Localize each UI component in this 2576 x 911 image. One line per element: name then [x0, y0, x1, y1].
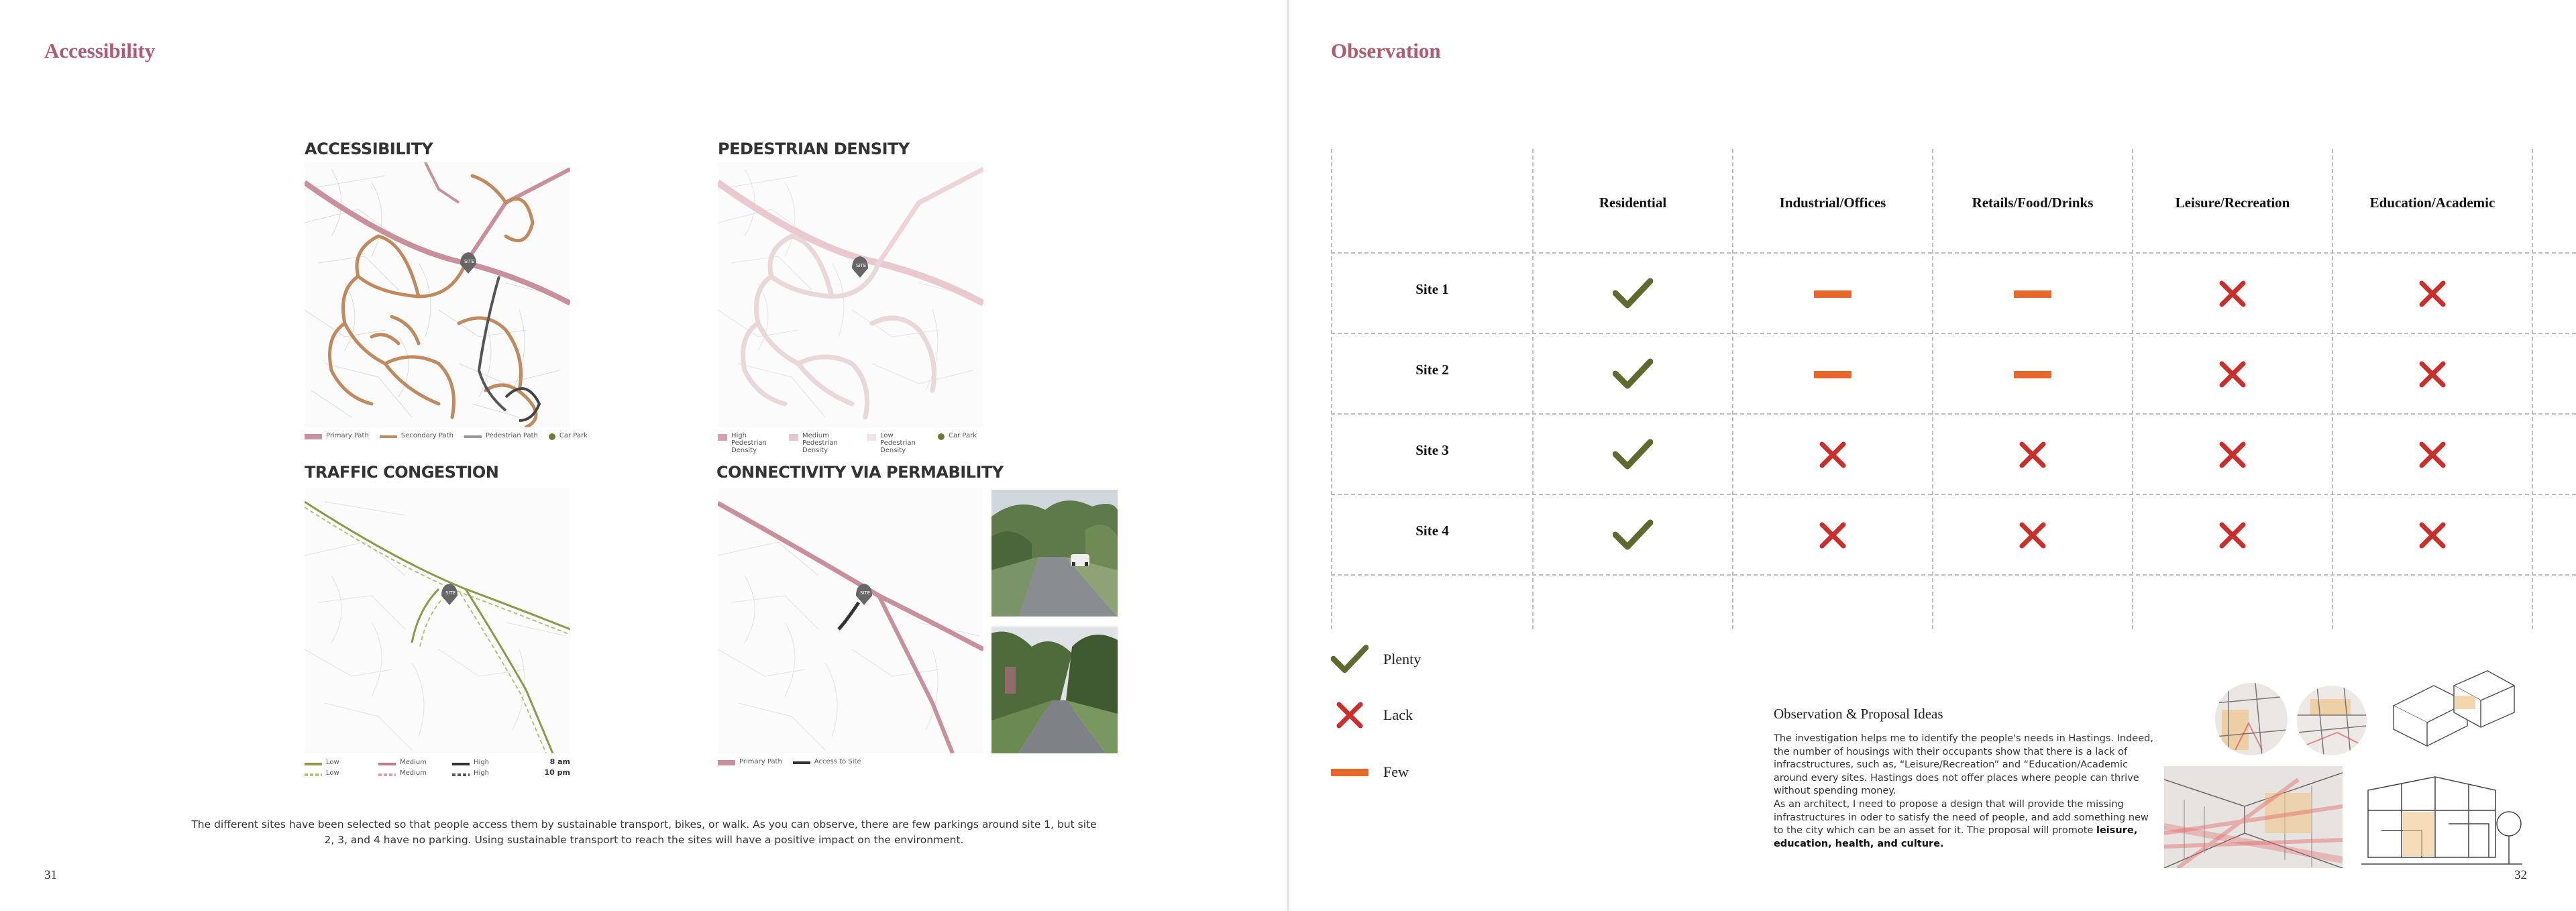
sketch-circle-1 [2215, 683, 2288, 755]
accessibility-caption: The different sites have been selected so that people access them by sustainable transport, bikes, or walk. As you can observe, there are few parkings around site 1, but site 2, 3, and 4 have no parking. Using sustainable transport to reach the sites will have a positive impact on the environment. [191, 818, 1097, 846]
observation-paragraph-2: As an architect, I need to propose a design that will provide the missing infrastructures in oder to satisfy the need of people, and add something new to the city which can be an asset for it. The proposal will promote leisure, education, health, and culture. [1774, 798, 2149, 849]
table-cell-cross [2333, 495, 2532, 576]
table-cell-cross [2333, 334, 2532, 415]
traffic-congestion-legend [305, 757, 570, 778]
street-photo-2 [991, 627, 1118, 753]
dash-icon [1814, 290, 1851, 298]
cross-icon [2018, 440, 2047, 470]
sketch-circle-2 [2297, 686, 2367, 755]
table-cell-check [1534, 254, 1732, 334]
key-plenty [1331, 643, 1421, 676]
column-header-education: Education/Academic [2369, 195, 2496, 211]
dash-icon [2014, 371, 2051, 378]
legend-times: 8 am 10 pm [544, 757, 570, 777]
cross-icon [2418, 279, 2447, 309]
cross-icon [1818, 521, 1847, 550]
legend-low-density: Low Pedestrian Density [867, 432, 927, 454]
legend-medium-density: Medium Pedestrian Density [789, 432, 856, 454]
table-cell-cross [2133, 415, 2332, 495]
cross-icon [2418, 440, 2447, 470]
table-cell-cross [2133, 495, 2332, 576]
left-page [0, 0, 1287, 911]
observation-paragraph-1: The investigation helps me to identify the people's needs in Hastings. Indeed, the number of housings with their occupants show that there is a lack of infracstructures, such as, “Leisure/Recreation” and “Education/Academic around every sites. Hastings does not offer places where people can thrive without spending money. [1774, 733, 2153, 797]
table-cell-cross [1733, 495, 1932, 576]
column-header-leisure: Leisure/Recreation [2175, 195, 2290, 211]
row-header-site-1: Site 1 [1415, 281, 1449, 297]
legend-high-density: High Pedestrian Density [718, 432, 778, 454]
table-cell-dash [1733, 334, 1932, 415]
legend-primary-path: Primary Path [718, 758, 782, 765]
dash-icon [2014, 290, 2051, 298]
column-header-industrial: Industrial/Offices [1779, 195, 1886, 211]
table-cell-cross [2333, 254, 2532, 334]
cross-icon [2418, 360, 2447, 389]
cross-icon [2218, 360, 2247, 389]
cross-icon [2218, 440, 2247, 470]
dash-icon [1814, 371, 1851, 378]
table-cell-dash [1733, 254, 1932, 334]
row-header-site-4: Site 4 [1415, 523, 1449, 539]
legend-secondary-path: Secondary Path [380, 432, 453, 439]
grid-line [1331, 149, 1332, 629]
sketch-building-exterior [2361, 770, 2522, 868]
cross-icon [2018, 521, 2047, 550]
table-cell-dash [1933, 334, 2132, 415]
observation-title: Observation & Proposal Ideas [1774, 706, 1943, 722]
legend-row-10pm: Low Medium High [305, 767, 570, 778]
connectivity-legend [718, 758, 861, 765]
table-cell-cross [2133, 334, 2332, 415]
legend-car-park: Car Park [549, 432, 588, 440]
pedestrian-density-map-heading: PEDESTRIAN DENSITY [718, 140, 910, 158]
observation-body [1774, 733, 2155, 851]
check-icon [1613, 438, 1653, 472]
key-lack-label: Lack [1383, 706, 1413, 723]
cross-icon [2218, 279, 2247, 309]
svg-text:SITE: SITE [856, 263, 867, 268]
page-number-right: 32 [2514, 868, 2527, 882]
grid-line [2532, 149, 2533, 629]
svg-text:SITE: SITE [445, 590, 456, 596]
table-cell-check [1534, 495, 1732, 576]
table-cell-cross [1933, 415, 2132, 495]
dash-icon [1331, 769, 1368, 776]
check-icon [1331, 643, 1368, 676]
table-cell-dash [1933, 254, 2132, 334]
page-title-accessibility: Accessibility [44, 39, 156, 62]
legend-car-park: Car Park [938, 432, 977, 440]
sketch-axonometric [2380, 665, 2517, 763]
cross-icon [1331, 700, 1368, 730]
column-header-residential: Residential [1599, 195, 1667, 211]
svg-text:SITE: SITE [860, 590, 871, 596]
connectivity-map [718, 488, 983, 753]
legend-access-to-site: Access to Site [793, 758, 861, 765]
key-few [1331, 763, 1409, 781]
traffic-congestion-map [305, 488, 570, 753]
accessibility-map [305, 162, 570, 427]
page-spine [1287, 0, 1289, 911]
traffic-congestion-map-heading: TRAFFIC CONGESTION [305, 463, 499, 482]
cross-icon [2218, 521, 2247, 550]
key-lack [1331, 700, 1413, 730]
pedestrian-density-map [718, 162, 983, 427]
check-icon [1613, 358, 1653, 391]
key-few-label: Few [1383, 763, 1409, 780]
table-cell-cross [2333, 415, 2532, 495]
legend-pedestrian-path: Pedestrian Path [464, 432, 538, 439]
accessibility-map-heading: ACCESSIBILITY [305, 140, 433, 158]
page-number-left: 31 [44, 868, 57, 882]
table-cell-cross [1933, 495, 2132, 576]
page-title-observation: Observation [1331, 39, 1441, 62]
street-photo-1 [991, 490, 1118, 617]
column-header-retails: Retails/Food/Drinks [1972, 195, 2094, 211]
table-cell-cross [1733, 415, 1932, 495]
pedestrian-density-legend [718, 432, 977, 454]
check-icon [1613, 277, 1653, 311]
table-cell-cross [2133, 254, 2332, 334]
legend-primary-path: Primary Path [305, 432, 369, 439]
accessibility-legend [305, 432, 588, 440]
table-cell-check [1534, 334, 1732, 415]
row-header-site-3: Site 3 [1415, 442, 1449, 458]
row-header-site-2: Site 2 [1415, 362, 1449, 378]
check-icon [1613, 519, 1653, 552]
legend-row-8am: Low Medium High [305, 757, 570, 767]
cross-icon [2418, 521, 2447, 550]
connectivity-map-heading: CONNECTIVITY VIA PERMABILITY [716, 463, 1004, 482]
key-plenty-label: Plenty [1383, 651, 1421, 667]
cross-icon [1818, 440, 1847, 470]
sketch-interior [2164, 766, 2343, 868]
table-cell-check [1534, 415, 1732, 495]
svg-text:SITE: SITE [464, 259, 475, 264]
